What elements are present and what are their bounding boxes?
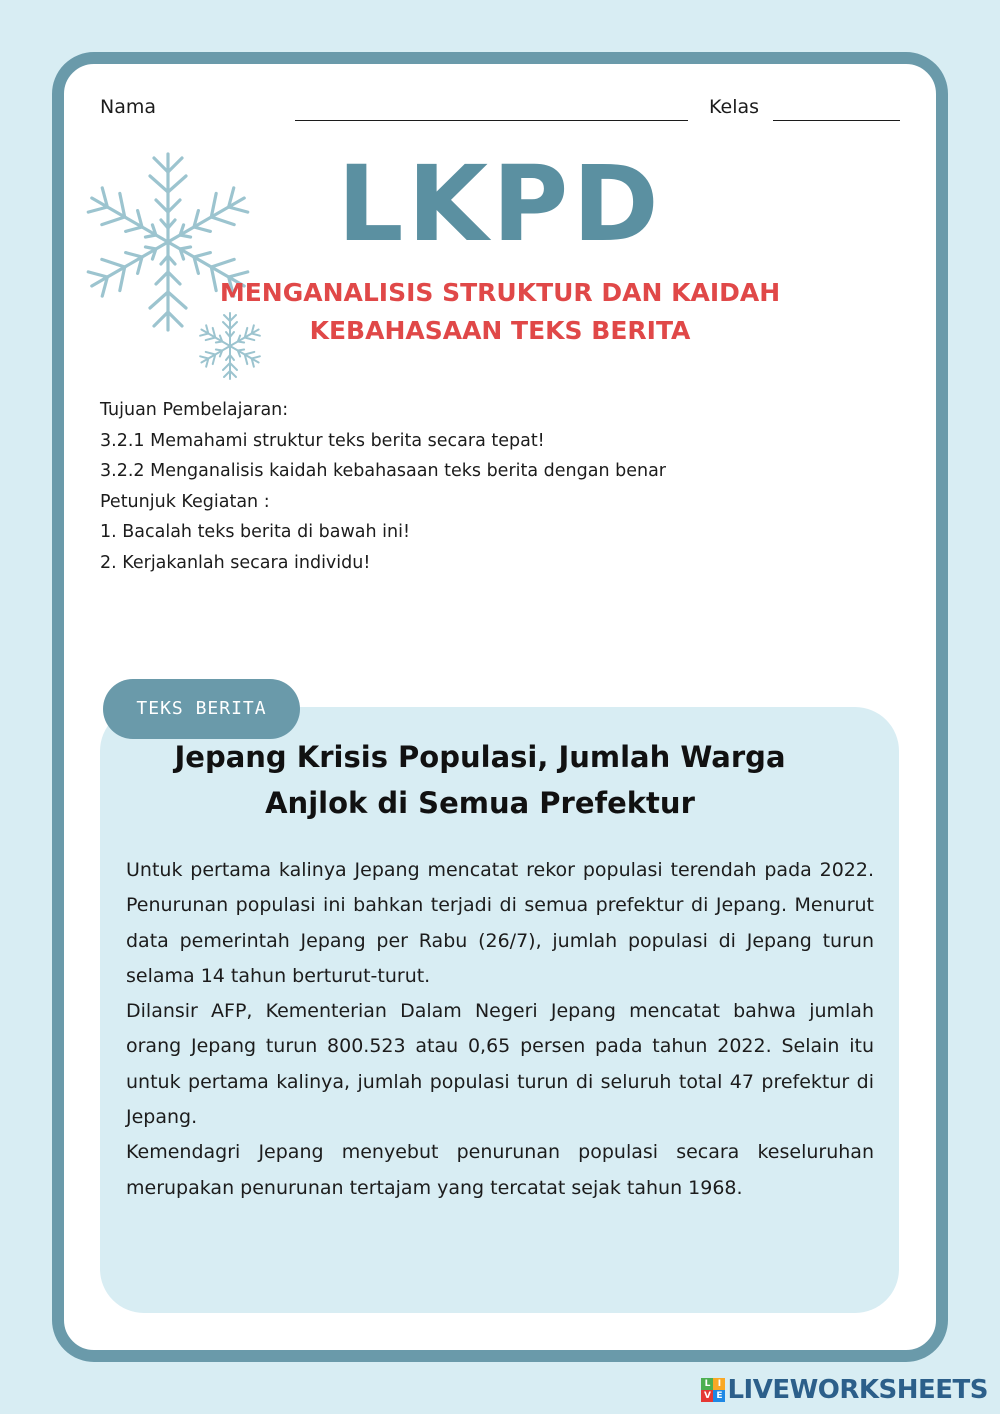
news-tab-label: TEKS BERITA [103, 679, 300, 739]
instruction-item: 2. Kerjakanlah secara individu! [100, 552, 371, 573]
objectives-heading: Tujuan Pembelajaran: [100, 400, 289, 420]
logo-text: LIVEWORKSHEETS [727, 1375, 988, 1405]
subtitle-line-1: MENGANALISIS STRUKTUR DAN KAIDAH [219, 278, 781, 307]
instruction-item: 1. Bacalah teks berita di bawah ini! [100, 522, 410, 542]
class-input-line[interactable] [773, 120, 900, 121]
class-label: Kelas [709, 96, 760, 118]
liveworksheets-logo[interactable] [701, 1372, 988, 1408]
page-title: LKPD [337, 143, 663, 265]
name-label: Nama [100, 96, 157, 118]
logo-badge-icon [701, 1378, 725, 1402]
badge-letter: L [701, 1378, 713, 1390]
objective-item: 3.2.2 Menganalisis kaidah kebahasaan teks berita dengan benar [100, 461, 666, 481]
news-title-line-2: Anjlok di Semua Prefektur [265, 786, 695, 820]
news-title-line-1: Jepang Krisis Populasi, Jumlah Warga [174, 740, 786, 774]
page-subtitle [0, 274, 1000, 350]
badge-letter: E [713, 1390, 725, 1402]
news-body [126, 853, 874, 1206]
subtitle-line-2: KEBAHASAAN TEKS BERITA [309, 316, 691, 345]
badge-letter: V [701, 1390, 713, 1402]
news-paragraph: Untuk pertama kalinya Jepang mencatat rekor populasi terendah pada 2022. Penurunan populasi ini bahkan terjadi di semua prefektur di Jepang. Menurut data pemerintah Jepang per Rabu (26/7), jumlah populasi di Jepang turun selama 14 tahun berturut-turut. [126, 859, 874, 987]
instructions-heading: Petunjuk Kegiatan : [100, 491, 270, 512]
objective-item: 3.2.1 Memahami struktur teks berita secara tepat! [100, 430, 545, 451]
news-paragraph: Kemendagri Jepang menyebut penurunan populasi secara keseluruhan merupakan penurunan tertajam yang tercatat sejak tahun 1968. [126, 1141, 874, 1199]
name-input-line[interactable] [295, 120, 688, 121]
news-paragraph: Dilansir AFP, Kementerian Dalam Negeri Jepang mencatat bahwa jumlah orang Jepang turun 800.523 atau 0,65 persen pada tahun 2022. Selain itu untuk pertama kalinya, jumlah populasi turun di seluruh total 47 prefektur di Jepang. [126, 1000, 874, 1129]
instructions-block [100, 395, 666, 578]
news-title [100, 734, 860, 826]
badge-letter: I [713, 1378, 725, 1390]
